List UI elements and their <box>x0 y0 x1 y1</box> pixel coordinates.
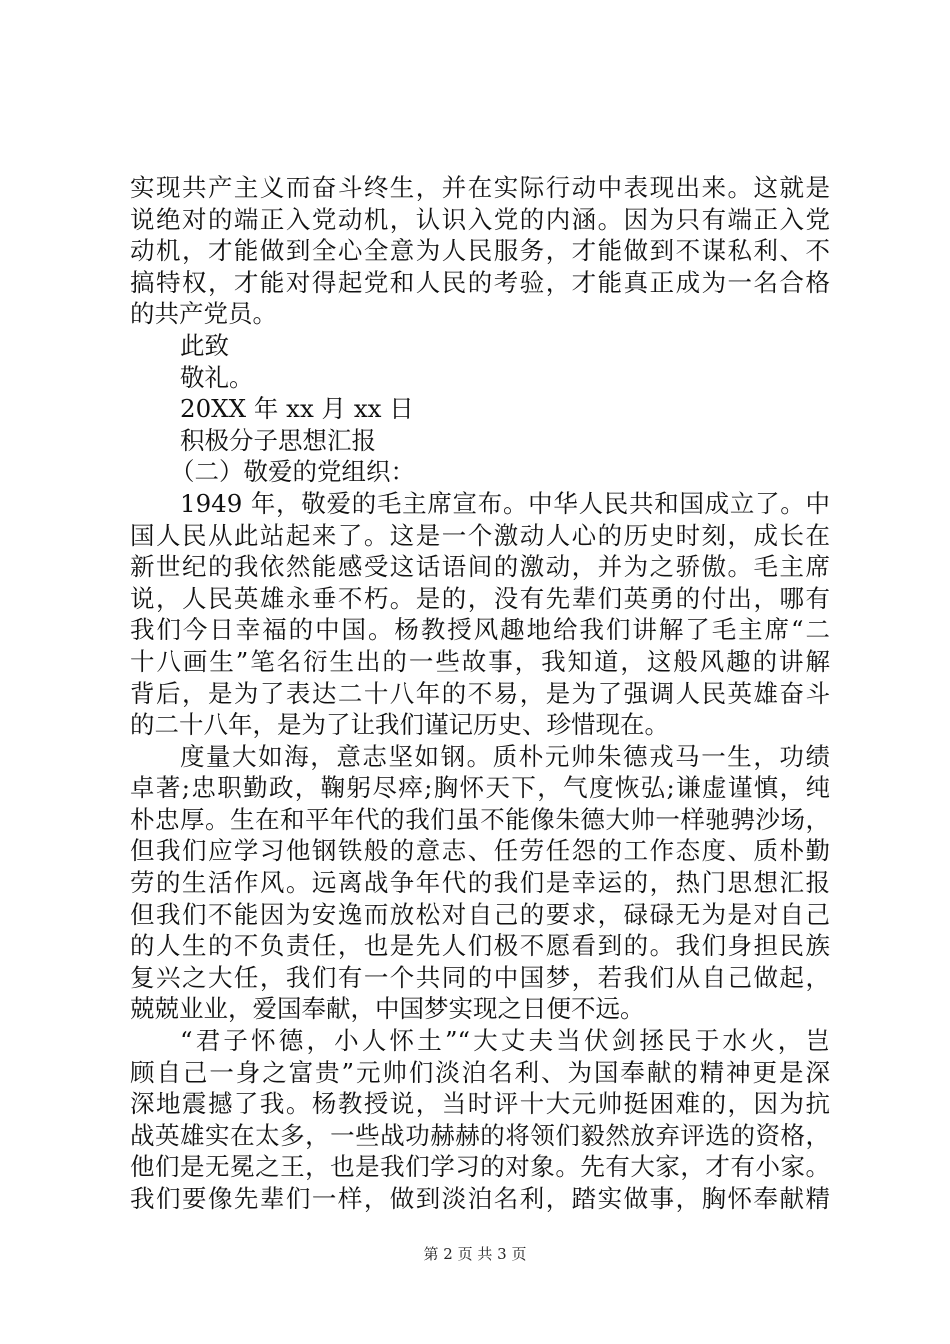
text-line: 我们要像先辈们一样，做到淡泊名利，踏实做事，胸怀奉献精 <box>130 1184 830 1213</box>
text-line: 朴忠厚。生在和平年代的我们虽不能像朱德大帅一样驰骋沙场， <box>130 804 830 834</box>
text-line: 说绝对的端正入党动机，认识入党的内涵。因为只有端正入党 <box>130 204 830 234</box>
text-line: 20XX 年 xx 月 xx 日 <box>180 394 414 424</box>
text-line: 1949 年，敬爱的毛主席宣布。中华人民共和国成立了。中 <box>180 488 830 518</box>
text-line: 深地震撼了我。杨教授说，当时评十大元帅挺困难的，因为抗 <box>130 1089 830 1119</box>
text-line: 但我们应学习他钢铁般的意志、任劳任怨的工作态度、质朴勤 <box>130 836 830 866</box>
document-body <box>130 172 830 1215</box>
text-line: 顾自己一身之富贵”元帅们淡泊名利、为国奉献的精神更是深 <box>130 1057 830 1087</box>
text-line: 战英雄实在太多，一些战功赫赫的将领们毅然放弃评选的资格， <box>130 1120 830 1150</box>
text-line: 搞特权，才能对得起党和人民的考验，才能真正成为一名合格 <box>130 267 830 297</box>
text-line: 实现共产主义而奋斗终生，并在实际行动中表现出来。这就是 <box>130 173 830 202</box>
text-line: 十八画生”笔名衍生出的一些故事，我知道，这般风趣的讲解 <box>130 646 830 676</box>
text-line: 度量大如海，意志坚如钢。质朴元帅朱德戎马一生，功绩 <box>180 741 830 771</box>
text-line: 的二十八年，是为了让我们谨记历史、珍惜现在。 <box>130 710 669 740</box>
text-line: 国人民从此站起来了。这是一个激动人心的历史时刻，成长在 <box>130 520 830 550</box>
text-line: （二）敬爱的党组织： <box>170 457 415 487</box>
text-line: 动机，才能做到全心全意为人民服务，才能做到不谋私利、不 <box>130 236 830 266</box>
text-line: 说，人民英雄永垂不朽。是的，没有先辈们英勇的付出，哪有 <box>130 583 830 613</box>
text-line: 我们今日幸福的中国。杨教授风趣地给我们讲解了毛主席“二 <box>130 615 830 645</box>
text-line: 的人生的不负责任，也是先人们极不愿看到的。我们身担民族 <box>130 931 830 961</box>
text-line: 卓著;忠职勤政，鞠躬尽瘁;胸怀天下，气度恢弘;谦虚谨慎，纯 <box>130 773 830 803</box>
text-line: 但我们不能因为安逸而放松对自己的要求，碌碌无为是对自己 <box>130 899 830 929</box>
text-line: 的共产党员。 <box>130 299 277 329</box>
text-line: 兢兢业业，爱国奉献，中国梦实现之日便不远。 <box>130 994 645 1024</box>
text-line: 他们是无冕之王，也是我们学习的对象。先有大家，才有小家。 <box>130 1152 830 1182</box>
text-line: “君子怀德，小人怀土”“大丈夫当伏剑拯民于水火，岂 <box>180 1026 830 1056</box>
text-line: 此致 <box>180 330 229 360</box>
text-line: 敬礼。 <box>180 362 254 392</box>
text-line: 复兴之大任，我们有一个共同的中国梦，若我们从自己做起， <box>130 962 830 992</box>
text-line: 积极分子思想汇报 <box>180 425 376 455</box>
text-line: 劳的生活作风。远离战争年代的我们是幸运的，热门思想汇报 <box>130 868 830 898</box>
page-number-footer: 第 2 页 共 3 页 <box>423 1245 527 1263</box>
text-line: 新世纪的我依然能感受这话语间的激动，并为之骄傲。毛主席 <box>130 552 830 582</box>
text-line: 背后，是为了表达二十八年的不易，是为了强调人民英雄奋斗 <box>130 678 830 708</box>
